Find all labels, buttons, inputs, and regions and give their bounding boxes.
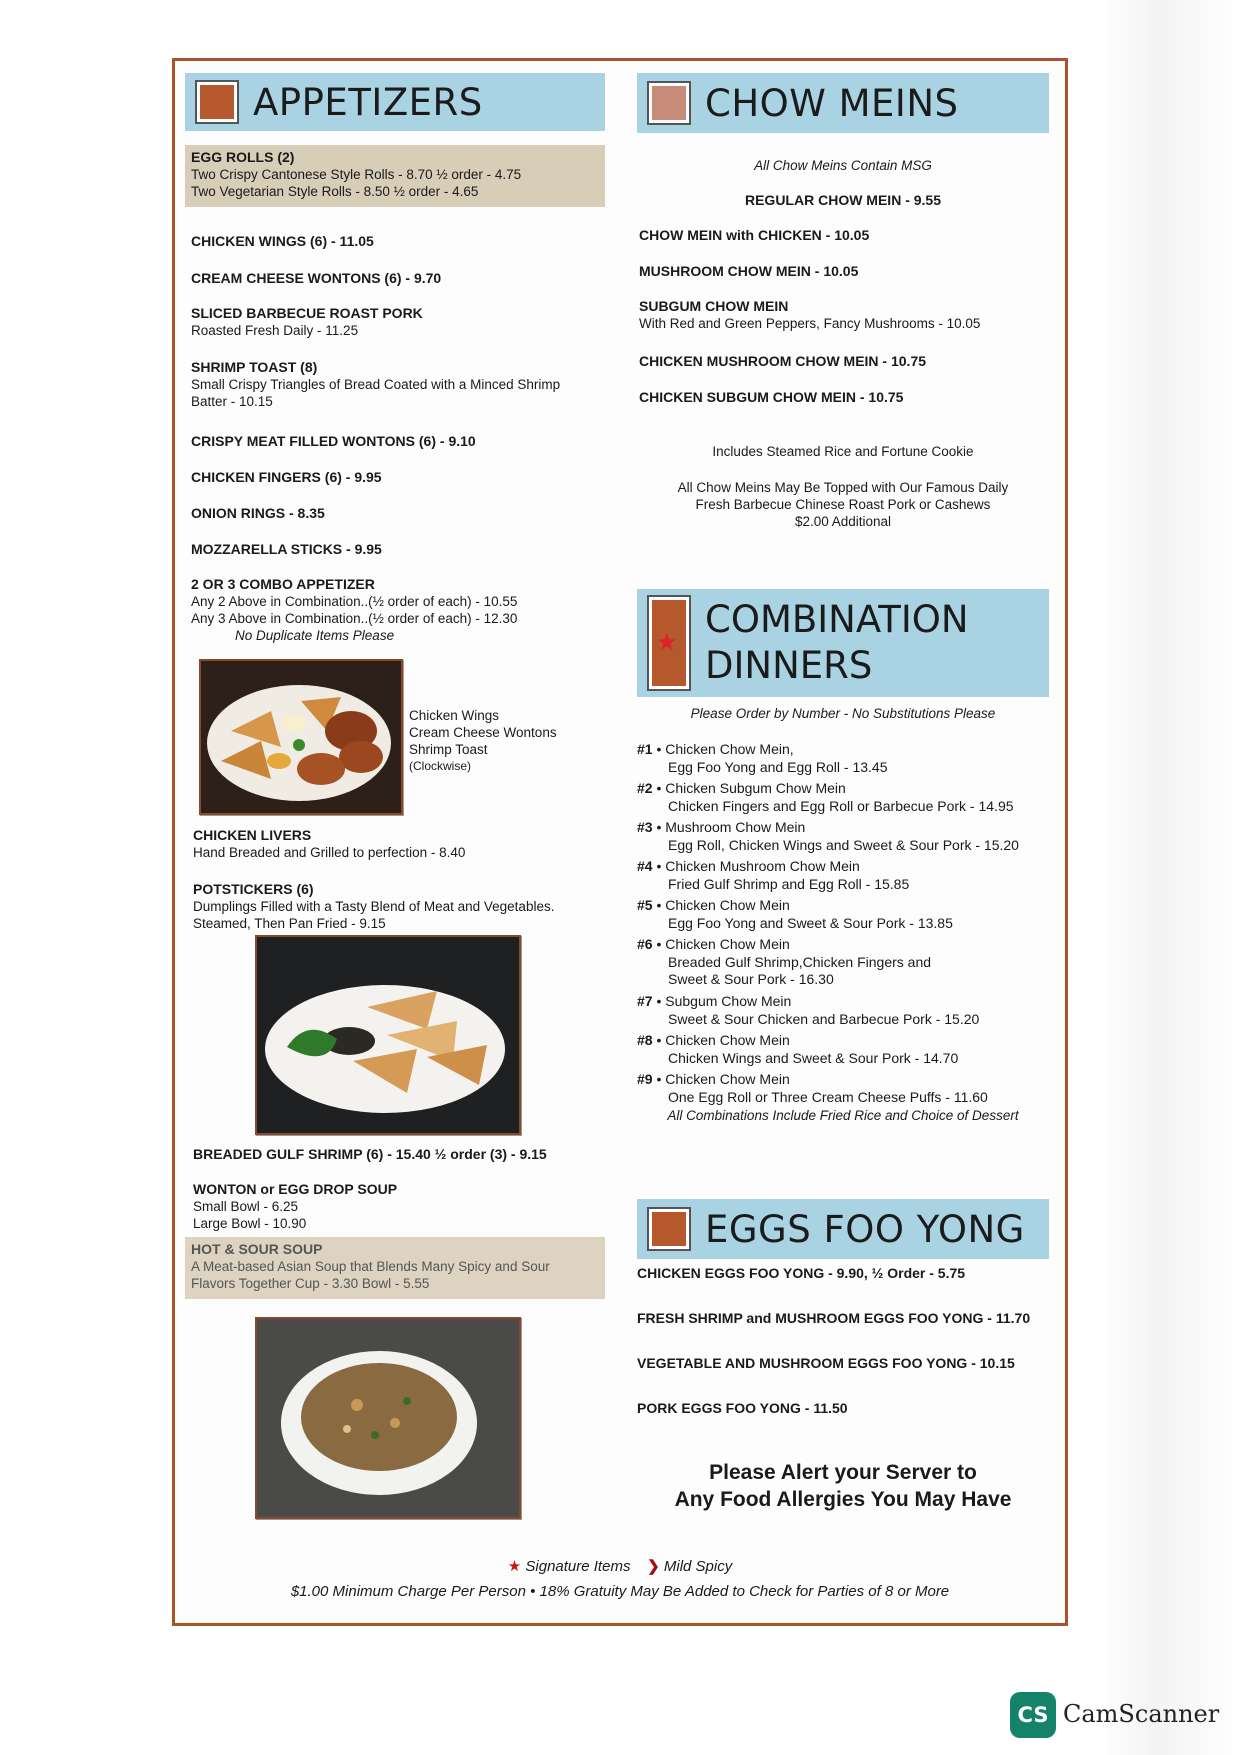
egg-rolls-item <box>191 149 521 200</box>
chicken-egg-foo-yong-item: CHICKEN EGGS FOO YONG - 9.90, ½ Order - 5.75 <box>637 1265 966 1281</box>
item-desc: Two Crispy Cantonese Style Rolls - 8.70 ½ order - 4.75 <box>191 167 522 182</box>
combo-number: #3 <box>637 819 653 835</box>
square-icon <box>197 82 237 122</box>
combination-item: #1 • Chicken Chow Mein, Egg Foo Yong and Egg Roll - 13.45 <box>637 741 888 775</box>
mushroom-chow-mein-item: MUSHROOM CHOW MEIN - 10.05 <box>639 263 859 279</box>
combination-item: #2 • Chicken Subgum Chow Mein Chicken Fingers and Egg Roll or Barbecue Pork - 14.95 <box>637 780 1014 814</box>
order-by-number-note: Please Order by Number - No Substitutions Please <box>690 706 996 721</box>
cream-cheese-wontons-item: CREAM CHEESE WONTONS (6) - 9.70 <box>191 270 442 286</box>
combination-item: #7 • Subgum Chow Mein Sweet & Sour Chicken and Barbecue Pork - 15.20 <box>637 993 980 1027</box>
scan-edge-shade <box>1100 0 1240 1755</box>
star-bar-icon: ★ <box>649 597 689 689</box>
combination-item: #3 • Mushroom Chow Mein Egg Roll, Chicken Wings and Sweet & Sour Pork - 15.20 <box>637 819 1019 853</box>
appetizers-header <box>185 73 605 131</box>
subgum-chow-mein-item: SUBGUM CHOW MEIN With Red and Green Peppers, Fancy Mushrooms - 10.05 <box>639 298 981 331</box>
dinners-title: DINNERS <box>705 644 873 687</box>
combination-title: COMBINATION <box>705 598 969 641</box>
wonton-soup-item: WONTON or EGG DROP SOUP Small Bowl - 6.25 Large Bowl - 10.90 <box>193 1181 398 1231</box>
potstickers-item: POTSTICKERS (6) Dumplings Filled with a Tasty Blend of Meat and Vegetables. Steamed, Then Pan Fried - 9.15 <box>193 881 555 931</box>
mozzarella-item: MOZZARELLA STICKS - 9.95 <box>191 541 382 557</box>
combo-number: #9 <box>637 1071 653 1087</box>
star-square-icon <box>649 83 689 123</box>
allergy-notice: Please Alert your Server to Any Food Allergies You May Have <box>674 1461 1012 1511</box>
vegetable-egg-foo-yong-item: VEGETABLE AND MUSHROOM EGGS FOO YONG - 10.15 <box>637 1355 1015 1371</box>
combination-item: #8 • Chicken Chow Mein Chicken Wings and Sweet & Sour Pork - 14.70 <box>637 1032 959 1066</box>
chicken-livers-item: CHICKEN LIVERS Hand Breaded and Grilled to perfection - 8.40 <box>193 827 466 860</box>
item-name: EGG ROLLS (2) <box>191 149 295 165</box>
egg-foo-yong-title: EGGS FOO YONG <box>705 1207 1025 1251</box>
combo-number: #2 <box>637 780 653 796</box>
combination-item: #9 • Chicken Chow Mein One Egg Roll or Three Cream Cheese Puffs - 11.60 <box>637 1071 988 1105</box>
camscanner-logo-icon: CS <box>1010 1692 1056 1738</box>
appetizer-platter-photo <box>199 659 403 815</box>
shrimp-egg-foo-yong-item: FRESH SHRIMP and MUSHROOM EGGS FOO YONG - 11.70 <box>637 1310 1031 1326</box>
chow-meins-header <box>637 73 1049 133</box>
egg-foo-yong-header <box>637 1199 1049 1259</box>
combo-number: #7 <box>637 993 653 1009</box>
combo-number: #5 <box>637 897 653 913</box>
onion-rings-item: ONION RINGS - 8.35 <box>191 505 325 521</box>
crispy-wontons-item: CRISPY MEAT FILLED WONTONS (6) - 9.10 <box>191 433 476 449</box>
signature-legend: Signature Items <box>525 1558 631 1575</box>
combo-number: #1 <box>637 741 653 757</box>
bbq-pork-item: SLICED BARBECUE ROAST PORK Roasted Fresh Daily - 11.25 <box>191 305 423 338</box>
chili-pepper-icon: ❯ <box>647 1558 660 1575</box>
combination-item: #5 • Chicken Chow Mein Egg Foo Yong and Sweet & Sour Pork - 13.85 <box>637 897 953 931</box>
camscanner-watermark: CamScanner <box>1063 1700 1220 1728</box>
combo-appetizer-item: 2 OR 3 COMBO APPETIZER Any 2 Above in Combination..(½ order of each) - 10.55 Any 3 Above in Combination..(½ order of each) - 12.30 No Duplicate Items Please <box>191 576 518 643</box>
chow-meins-title: CHOW MEINS <box>705 81 959 125</box>
chicken-mushroom-chow-mein-item: CHICKEN MUSHROOM CHOW MEIN - 10.75 <box>639 353 927 369</box>
legend <box>175 1557 1065 1575</box>
platter-caption: Chicken Wings Cream Cheese Wontons Shrimp Toast (Clockwise) <box>409 708 557 773</box>
topping-note: All Chow Meins May Be Topped with Our Famous Daily Fresh Barbecue Chinese Roast Pork or Cashews $2.00 Additional <box>677 480 1009 529</box>
hot-sour-soup-item: HOT & SOUR SOUP A Meat-based Asian Soup that Blends Many Spicy and Sour Flavors Together Cup - 3.30 Bowl - 5.55 <box>191 1241 550 1291</box>
combo-number: #4 <box>637 858 653 874</box>
combo-number: #8 <box>637 1032 653 1048</box>
includes-note: Includes Steamed Rice and Fortune Cookie <box>712 444 974 459</box>
item-desc: Two Vegetarian Style Rolls - 8.50 ½ order - 4.65 <box>191 184 479 199</box>
policy-footer: $1.00 Minimum Charge Per Person • 18% Gratuity May Be Added to Check for Parties of 8 or More <box>290 1583 950 1600</box>
pork-egg-foo-yong-item: PORK EGGS FOO YONG - 11.50 <box>637 1400 848 1416</box>
msg-note: All Chow Meins Contain MSG <box>754 158 932 173</box>
combo-number: #6 <box>637 936 653 952</box>
star-icon: ★ <box>507 1558 522 1575</box>
chicken-fingers-item: CHICKEN FINGERS (6) - 9.95 <box>191 469 382 485</box>
shrimp-toast-item: SHRIMP TOAST (8) Small Crispy Triangles of Bread Coated with a Minced Shrimp Batter - 10.15 <box>191 359 561 409</box>
potstickers-photo <box>255 935 521 1135</box>
combination-item: #6 • Chicken Chow Mein Breaded Gulf Shrimp,Chicken Fingers and Sweet & Sour Pork - 16.30 <box>637 936 932 987</box>
chicken-subgum-chow-mein-item: CHICKEN SUBGUM CHOW MEIN - 10.75 <box>639 389 904 405</box>
chicken-wings-item: CHICKEN WINGS (6) - 11.05 <box>191 233 374 249</box>
spicy-legend: Mild Spicy <box>663 1558 733 1575</box>
menu-page <box>172 58 1068 1626</box>
combination-footer: All Combinations Include Fried Rice and Choice of Dessert <box>667 1108 1019 1123</box>
hot-sour-soup-photo <box>255 1317 521 1519</box>
appetizers-title: APPETIZERS <box>253 80 483 124</box>
square-icon <box>649 1209 689 1249</box>
regular-chow-mein-item: REGULAR CHOW MEIN - 9.55 <box>744 192 941 208</box>
combination-item: #4 • Chicken Mushroom Chow Mein Fried Gulf Shrimp and Egg Roll - 15.85 <box>637 858 910 892</box>
chow-mein-chicken-item: CHOW MEIN with CHICKEN - 10.05 <box>639 227 870 243</box>
breaded-gulf-shrimp-item: BREADED GULF SHRIMP (6) - 15.40 ½ order (3) - 9.15 <box>193 1146 547 1162</box>
combination-header <box>637 589 1049 697</box>
